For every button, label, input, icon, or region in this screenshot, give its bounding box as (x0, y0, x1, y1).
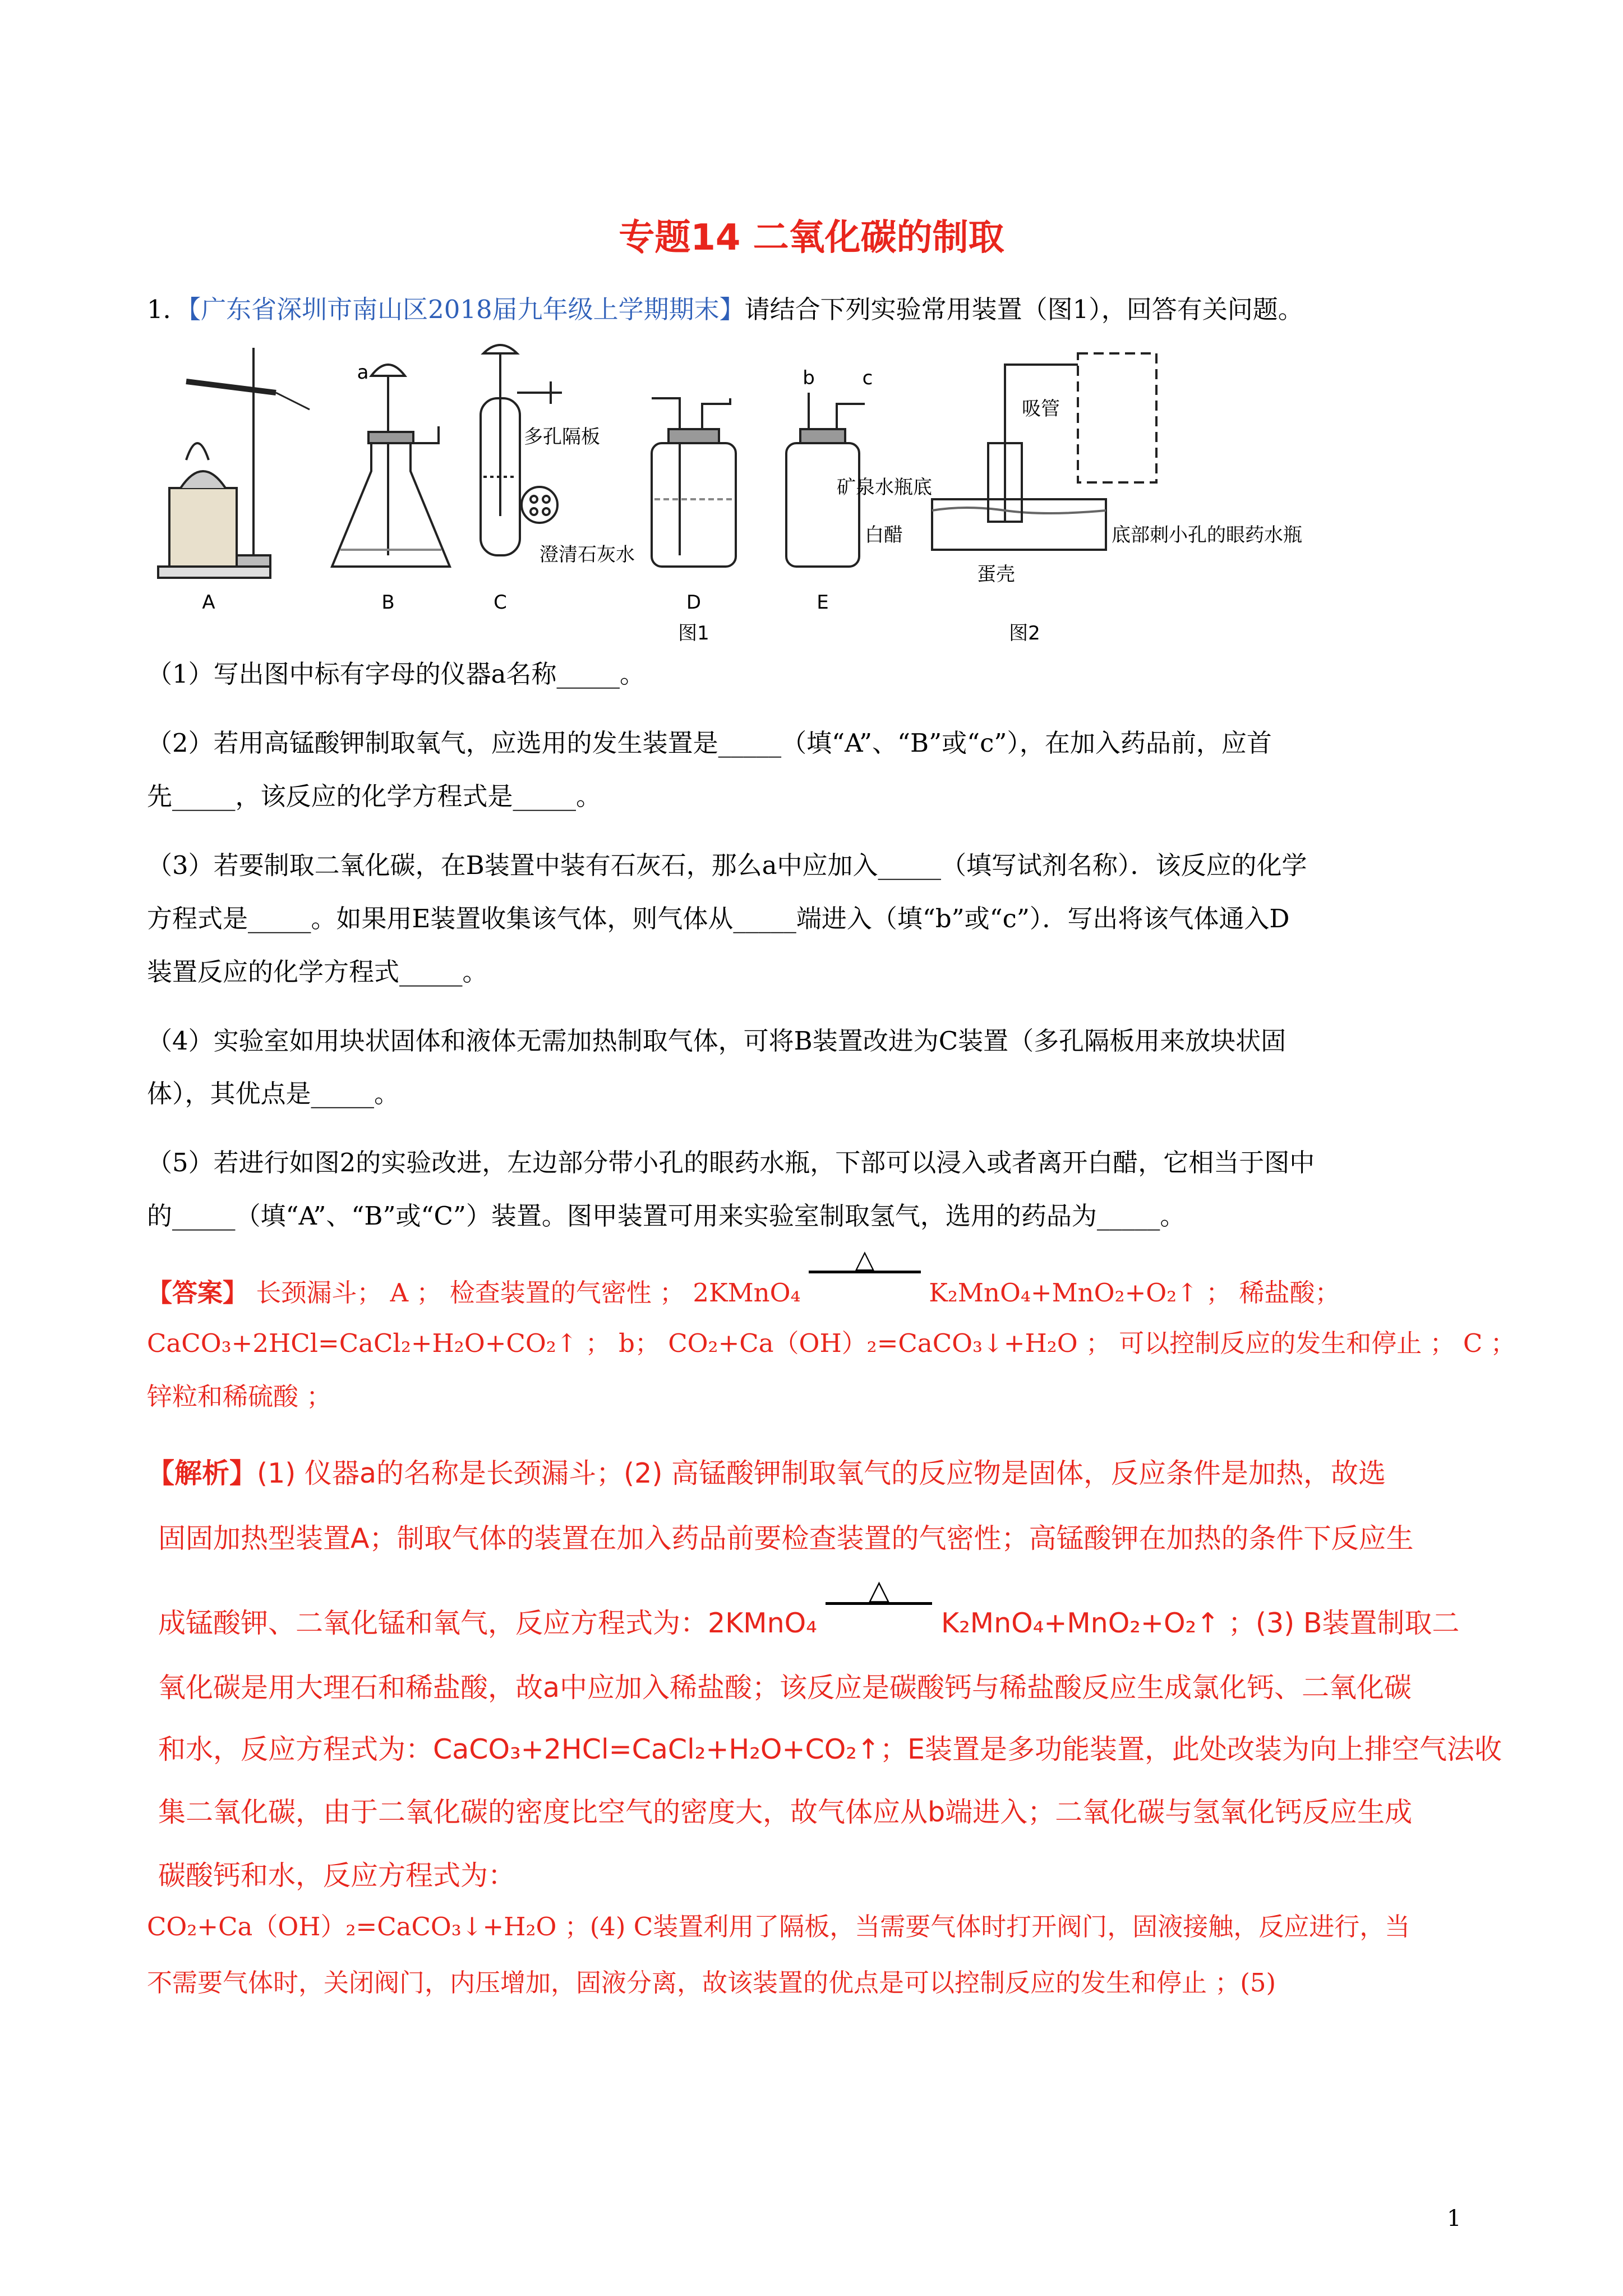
answer-line-1 (147, 1244, 1340, 1310)
question-part-4-cont: 体），其优点是_____。 (147, 1079, 400, 1108)
answer-label: 【答案】 (147, 1278, 248, 1308)
answer-line-2: CaCO₃+2HCl=CaCl₂+H₂O+CO₂↑ ； b； CO₂+Ca（OH）₂=CaCO₃↓+H₂O ； 可以控制反应的发生和停止 ； C ； (147, 1328, 1516, 1358)
question-part-4: （4）实验室如用块状固体和液体无需加热制取气体，可将B装置改进为C装置（多孔隔板用来放块状固 (147, 1026, 1287, 1056)
question-part-3: （3）若要制取二氧化碳，在B装置中装有石灰石，那么a中应加入_____（填写试剂名称）．该反应的化学 (147, 850, 1307, 880)
analysis-text-3b: K₂MnO₄+MnO₂+O₂↑ ；(3) B装置制取二 (941, 1607, 1460, 1639)
analysis-line-4: 氧化碳是用大理石和稀盐酸，故a中应加入稀盐酸；该反应是碳酸钙与稀盐酸反应生成氯化钙、二氧化碳 (158, 1672, 1412, 1704)
analysis-line-9: 不需要气体时，关闭阀门，内压增加，固液分离，故该装置的优点是可以控制反应的发生和停止 ；(5) (147, 1968, 1276, 1998)
analysis-line-7: 碳酸钙和水，反应方程式为： (158, 1860, 516, 1892)
analysis-line-8: CO₂+Ca（OH）₂=CaCO₃↓+H₂O ；(4) C装置利用了隔板，当需要气体时打开阀门，固液接触，反应进行，当 (147, 1912, 1410, 1941)
letter-c: c (862, 367, 873, 389)
equation-bar (809, 1271, 921, 1273)
question-part-3-cont: 方程式是_____。如果用E装置收集该气体，则气体从_____端进入（填“b”或“c”）．写出将该气体通入D (147, 904, 1290, 933)
note-eyedrop-bottle: 底部刺小孔的眼药水瓶 (1112, 524, 1302, 546)
label-b: B (381, 591, 395, 614)
apparatus-a (158, 348, 310, 578)
fig2-caption: 图2 (1009, 622, 1040, 645)
analysis-line-2: 固固加热型装置A；制取气体的装置在加入药品前要检查装置的气密性；高锰酸钾在加热的条件下反应生 (158, 1522, 1414, 1554)
answer-eq-condition (809, 1244, 921, 1310)
answer-line-3: 锌粒和稀硫酸 ； (147, 1382, 332, 1411)
delta-icon: △ (855, 1244, 875, 1274)
note-vinegar: 白醋 (865, 524, 903, 546)
question-part-5: （5）若进行如图2的实验改进，左边部分带小孔的眼药水瓶，下部可以浸入或者离开白醋，它相当于图中 (147, 1148, 1315, 1177)
analysis-line-5: 和水，反应方程式为：CaCO₃+2HCl=CaCl₂+H₂O+CO₂↑；E装置是多功能装置，此处改装为向上排空气法收 (158, 1733, 1502, 1765)
question-part-2: （2）若用高锰酸钾制取氧气，应选用的发生装置是_____（填“A”、“B”或“c”），在加入药品前，应首 (147, 728, 1272, 758)
apparatus-b (332, 365, 450, 567)
analysis-label: 【解析】 (147, 1457, 257, 1489)
apparatus-figure (147, 331, 1302, 645)
analysis-eq-condition (826, 1574, 932, 1641)
analysis-text-1: (1) 仪器a的名称是长颈漏斗；(2) 高锰酸钾制取氧气的反应物是固体，反应条件是加热，故选 (257, 1457, 1386, 1489)
letter-b: b (803, 367, 815, 389)
label-e: E (817, 591, 829, 614)
page-title: 专题14 二氧化碳的制取 (619, 217, 1004, 259)
analysis-line-6: 集二氧化碳，由于二氧化碳的密度比空气的密度大，故气体应从b端进入；二氧化碳与氢氧化钙反应生成 (158, 1796, 1413, 1828)
analysis-line-1 (147, 1452, 1386, 1491)
question-part-3-cont2: 装置反应的化学方程式_____。 (147, 957, 488, 987)
analysis-line-3 (158, 1574, 1460, 1641)
analysis-text-3a: 成锰酸钾、二氧化锰和氧气，反应方程式为：2KMnO₄ (158, 1607, 817, 1639)
note-eggshell: 蛋壳 (977, 563, 1015, 586)
question-part-2-cont: 先_____，该反应的化学方程式是_____。 (147, 781, 602, 811)
label-a: A (202, 591, 215, 614)
note-straw: 吸管 (1022, 398, 1060, 420)
answer-eq-left: 2KMnO₄ (693, 1278, 801, 1308)
note-perforated-plate: 多孔隔板 (524, 426, 600, 448)
label-c: C (494, 591, 507, 614)
question-stem (147, 293, 1303, 326)
question-part-1: （1）写出图中标有字母的仪器a名称_____。 (147, 659, 645, 689)
answer-eq-right: K₂MnO₄+MnO₂+O₂↑ ； 稀盐酸； (929, 1278, 1340, 1308)
apparatus-fig2 (932, 353, 1156, 550)
question-part-5-cont: 的_____（填“A”、“B”或“C”）装置。图甲装置可用来实验室制取氢气，选用的药品为_____。 (147, 1201, 1186, 1231)
note-limewater: 澄清石灰水 (540, 544, 635, 566)
letter-a: a (357, 361, 369, 384)
question-source: 【广东省深圳市南山区2018届九年级上学期期末】 (188, 295, 745, 324)
fig1-caption: 图1 (678, 622, 709, 645)
answer-text-1: 长颈漏斗； A ； 检查装置的气密性 ； (256, 1278, 685, 1308)
delta-icon: △ (868, 1574, 890, 1606)
label-d: D (686, 591, 702, 614)
apparatus-c (481, 345, 562, 555)
apparatus-d (652, 398, 736, 567)
page-number: 1 (1447, 2206, 1461, 2231)
equation-bar (826, 1602, 932, 1605)
question-stem-text: 请结合下列实验常用装置（图1），回答有关问题。 (744, 295, 1303, 324)
question-number: 1． (147, 295, 188, 324)
note-bottle-bottom: 矿泉水瓶底 (837, 476, 932, 499)
